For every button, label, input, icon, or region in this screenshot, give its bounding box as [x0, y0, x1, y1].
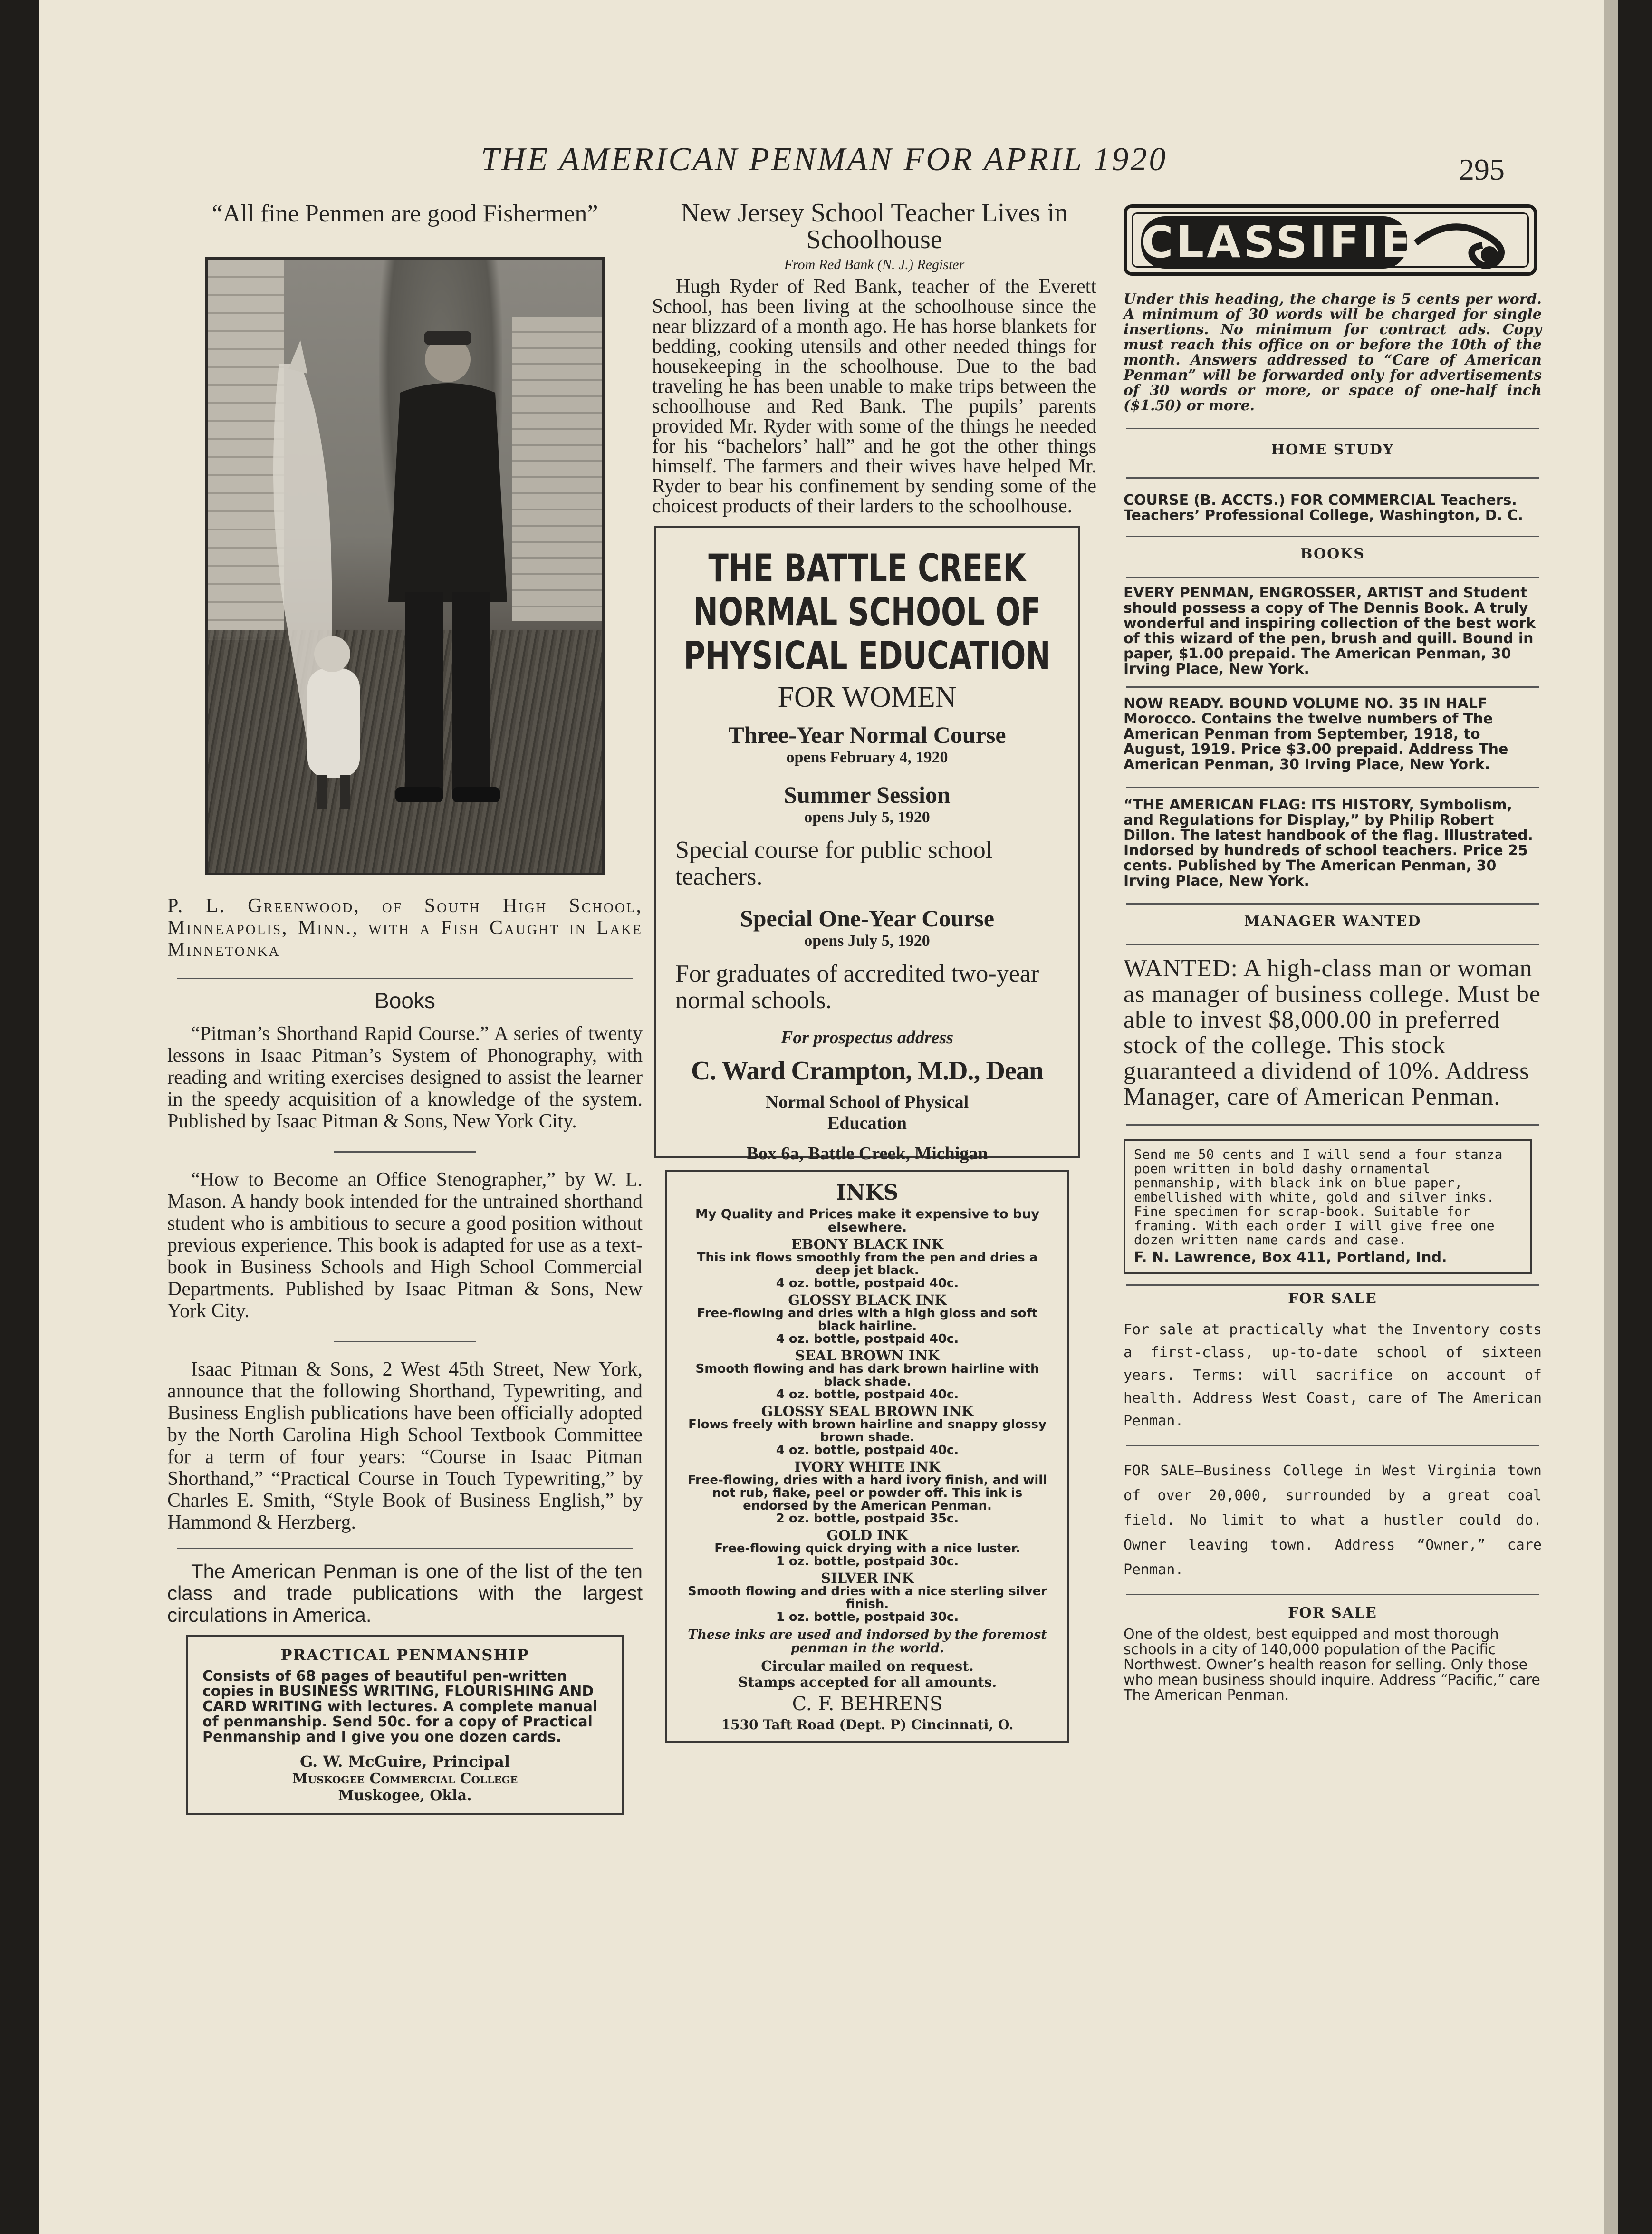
- news-body: Hugh Ryder of Red Bank, teacher of the Everett School, has been living at the schoolhouse since the near blizzard of a month ago. He has horse blankets for bedding, cooking utensils and other needed things for housekeeping in the schoolhouse. Due to the bad traveling he has been unable to make trips between the schoolhouse and Red Bank. The pupils’ parents provided Mr. Ryder with some of the things he needed for his “bachelors’ hall” and he got the other things himself. The farmers and their wives have helped Mr. Ryder to bear his confinement by sending some of the choicest products of their larders to the schoolhouse.: [652, 276, 1096, 517]
- ink-item: [679, 1460, 1056, 1525]
- for-sale-ad-1: For sale at practically what the Inventory costs a first-class, up-to-date school of sixteen years. Terms: will sacrifice on account of health. Address West Coast, care of The American Penman.: [1124, 1321, 1542, 1429]
- ink-item: [679, 1237, 1056, 1290]
- photo-title: “All fine Penmen are good Fishermen”: [211, 200, 598, 227]
- divider: [1126, 1124, 1539, 1126]
- divider: [177, 978, 633, 979]
- poem-ad-signature: F. N. Lawrence, Box 411, Portland, Ind.: [1134, 1249, 1447, 1266]
- battle-for-women: FOR WOMEN: [778, 681, 957, 713]
- classified-logo-text: CLASSIFIED: [1141, 217, 1453, 268]
- battle-graduates-text: For graduates of accredited two-year normal schools.: [675, 960, 1039, 1014]
- home-study-ad: COURSE (B. ACCTS.) FOR COMMERCIAL Teachers. Teachers’ Professional College, Washington, D. C.: [1124, 492, 1523, 524]
- ink-price: 2 oz. bottle, postpaid 35c.: [776, 1512, 959, 1526]
- divider: [1126, 1594, 1539, 1595]
- books-paragraph-3: Isaac Pitman & Sons, 2 West 45th Street, New York, announce that the following Shorthand, Typewriting, and Business English publications have been officially adopted by the North Carolina High School Textbook Committee for a term of four years: “Course in Isaac Pitman Shorthand,” “Practical Course in Touch Typewriting,” by Charles E. Smith, “Style Book of Business English,” by Hammond & Herzberg.: [167, 1358, 643, 1533]
- books-heading: Books: [375, 988, 435, 1013]
- photo-figures: [208, 260, 605, 875]
- for-sale-heading-1: FOR SALE: [1288, 1290, 1377, 1307]
- battle-course-3: Special One-Year Course: [740, 905, 995, 932]
- inks-address: 1530 Taft Road (Dept. P) Cincinnati, O.: [721, 1717, 1014, 1733]
- battle-course-1: Three-Year Normal Course: [728, 722, 1006, 748]
- ink-description: Flows freely with brown hairline and snappy glossy brown shade.: [688, 1417, 1047, 1444]
- home-study-heading: HOME STUDY: [1271, 442, 1394, 458]
- divider: [1126, 787, 1539, 788]
- ink-price: 4 oz. bottle, postpaid 40c.: [776, 1276, 959, 1290]
- inks-intro: My Quality and Prices make it expensive to buy elsewhere.: [695, 1207, 1040, 1235]
- inks-ad: [665, 1170, 1069, 1743]
- page-number: 295: [1459, 153, 1505, 186]
- news-title: New Jersey School Teacher Lives in Schoolhouse: [681, 198, 1068, 254]
- inks-stamps: Stamps accepted for all amounts.: [738, 1674, 997, 1690]
- ink-description: Free-flowing quick drying with a nice luster.: [714, 1541, 1020, 1556]
- divider: [334, 1341, 476, 1342]
- poem-ad: [1124, 1139, 1532, 1274]
- ink-price: 1 oz. bottle, postpaid 30c.: [776, 1554, 959, 1569]
- books-heading: BOOKS: [1300, 546, 1365, 562]
- practical-name: G. W. McGuire, Principal: [299, 1753, 510, 1771]
- ink-price: 4 oz. bottle, postpaid 40c.: [776, 1387, 959, 1402]
- battle-course-1-opens: opens February 4, 1920: [786, 749, 948, 766]
- ink-name: SEAL BROWN INK: [795, 1348, 940, 1364]
- ink-item: [679, 1293, 1056, 1346]
- ink-name: GOLD INK: [826, 1527, 908, 1543]
- photo: [205, 257, 605, 875]
- practical-city: Muskogee, Okla.: [338, 1787, 472, 1804]
- books-paragraph-2: “How to Become an Office Stenographer,” by W. L. Mason. A handy book intended for the untrained shorthand student who is ambitious to secure a good position without previous experience. This book is adapted for use as a text-book in Business Schools and High School Commercial Departments. Published by Isaac Pitman & Sons, New York City.: [167, 1169, 643, 1322]
- inks-seller: C. F. BEHRENS: [792, 1693, 943, 1715]
- divider: [1126, 577, 1539, 578]
- ink-name: EBONY BLACK INK: [791, 1236, 944, 1252]
- books-ad-2: NOW READY. BOUND VOLUME NO. 35 IN HALF Morocco. Contains the twelve numbers of The American Penman from September, 1918, to August, 1919. Price $3.00 prepaid. Address The American Penman, 30 Irving Place, New York.: [1124, 695, 1508, 773]
- divider: [1126, 477, 1539, 479]
- ink-name: IVORY WHITE INK: [794, 1459, 941, 1475]
- divider: [1126, 1445, 1539, 1446]
- battle-title-line-2: NORMAL SCHOOL OF: [693, 590, 1041, 634]
- battle-course-2-opens: opens July 5, 1920: [804, 809, 930, 826]
- ink-description: Free-flowing and dries with a high gloss and soft black hairline.: [697, 1306, 1038, 1333]
- ink-description: Smooth flowing and has dark brown hairline with black shade.: [695, 1362, 1039, 1389]
- inks-circular: Circular mailed on request.: [761, 1658, 974, 1674]
- ink-description: This ink flows smoothly from the pen and dries a deep jet black.: [697, 1251, 1038, 1278]
- ink-price: 4 oz. bottle, postpaid 40c.: [776, 1332, 959, 1346]
- ink-name: GLOSSY BLACK INK: [788, 1292, 947, 1308]
- practical-body: Consists of 68 pages of beautiful pen-written copies in BUSINESS WRITING, FLOURISHING AND CARD WRITING with lectures. A complete manual of penmanship. Send 50c. for a copy of Practical Penmanship and I give you one dozen cards.: [202, 1668, 598, 1745]
- divider: [1126, 686, 1539, 688]
- classified-intro: Under this heading, the charge is 5 cents per word. A minimum of 30 words will be charged for single insertions. No minimum for contract ads. Copy must reach this office on or before the 10th of the month. Answers addressed to “Care of American Penman” will be forwarded only for advertisements of 30 words or more, or space of one-half inch ($1.50) or more.: [1124, 291, 1542, 414]
- running-header: THE AMERICAN PENMAN FOR APRIL 1920: [481, 141, 1168, 178]
- battle-course-3-opens: opens July 5, 1920: [804, 932, 930, 950]
- books-ad-1: EVERY PENMAN, ENGROSSER, ARTIST and Student should possess a copy of The Dennis Book. A truly wonderful and inspiring collection of the best work of this wizard of the pen, brush and quill. Bound in paper, $1.00 prepaid. The American Penman, 30 Irving Place, New York.: [1124, 585, 1536, 677]
- manager-wanted-ad: WANTED: A high-class man or woman as manager of business college. Must be able to invest $8,000.00 in preferred stock of the college. This stock guaranteed a dividend of 10%. Address Manager, care of American Penman.: [1124, 955, 1541, 1110]
- battle-title-line-3: PHYSICAL EDUCATION: [683, 634, 1051, 678]
- divider: [1126, 428, 1539, 429]
- manager-wanted-heading: MANAGER WANTED: [1244, 913, 1421, 930]
- divider: [1126, 944, 1539, 945]
- divider: [177, 1548, 633, 1549]
- for-sale-heading-2: FOR SALE: [1288, 1605, 1377, 1621]
- practical-title: PRACTICAL PENMANSHIP: [280, 1646, 529, 1664]
- news-source: From Red Bank (N. J.) Register: [784, 257, 965, 272]
- ink-list: [679, 1237, 1056, 1624]
- ink-item: [679, 1404, 1056, 1457]
- battle-course-2: Summer Session: [784, 781, 951, 808]
- ink-item: [679, 1571, 1056, 1624]
- books-ad-3: “THE AMERICAN FLAG: ITS HISTORY, Symbolism, and Regulations for Display,” by Philip Robert Dillon. The latest handbook of the flag. Illustrated. Indorsed by hundreds of school teachers. Price 25 cents. Published by The American Penman, 30 Irving Place, New York.: [1124, 797, 1533, 889]
- battle-box-address: Box 6a, Battle Creek, Michigan: [746, 1144, 988, 1164]
- battle-creek-ad: [654, 526, 1080, 1164]
- battle-prospectus: For prospectus address: [780, 1028, 954, 1048]
- scroll-flourish-icon: [1411, 214, 1525, 271]
- inks-endorse: These inks are used and indorsed by the foremost penman in the world.: [688, 1627, 1047, 1656]
- practical-penmanship-ad: [186, 1635, 624, 1815]
- photo-caption: P. L. Greenwood, of South High School, Minneapolis, Minn., with a Fish Caught in Lake Minnetonka: [167, 895, 643, 961]
- ink-price: 1 oz. bottle, postpaid 30c.: [776, 1610, 959, 1624]
- battle-special-text: Special course for public school teachers.: [675, 837, 993, 890]
- battle-school-line-2: Education: [827, 1113, 907, 1133]
- classified-logo: [1124, 204, 1537, 276]
- page-edge: [1604, 0, 1618, 2234]
- divider: [1126, 536, 1539, 537]
- ink-item: [679, 1528, 1056, 1568]
- for-sale-ad-3: One of the oldest, best equipped and most thorough schools in a city of 140,000 population of the Pacific Northwest. Owner’s health reason for selling. Only those who mean business should inquire. Address “Pacific,” care The American Penman.: [1124, 1626, 1540, 1704]
- penman-circulation-note: The American Penman is one of the list of the ten class and trade publications with the largest circulations in America.: [167, 1560, 643, 1626]
- inks-title: INKS: [836, 1181, 899, 1205]
- ink-description: Free-flowing, dries with a hard ivory finish, and will not rub, flake, peel or powder off. This ink is endorsed by the American Penman.: [687, 1473, 1047, 1513]
- column-1: [167, 200, 643, 1815]
- column-2: [652, 200, 1096, 1743]
- divider: [1126, 1284, 1539, 1286]
- practical-college: Muskogee Commercial College: [292, 1771, 518, 1787]
- battle-school-line-1: Normal School of Physical: [765, 1092, 969, 1112]
- ink-price: 4 oz. bottle, postpaid 40c.: [776, 1443, 959, 1457]
- books-paragraph-1: “Pitman’s Shorthand Rapid Course.” A series of twenty lessons in Isaac Pitman’s System of Phonography, with reading and writing exercises designed to assist the learner in the speedy acquisition of a knowledge of the system. Published by Isaac Pitman & Sons, New York City.: [167, 1023, 643, 1132]
- battle-title-line-1: THE BATTLE CREEK: [708, 546, 1026, 590]
- poem-ad-text: Send me 50 cents and I will send a four stanza poem written in bold dashy ornamental penmanship, with black ink on blue paper, embellished with white, gold and silver inks. Fine specimen for scrap-book. Suitable for framing. With each order I will give free one dozen written name cards and case.: [1134, 1146, 1503, 1248]
- for-sale-ad-2: FOR SALE—Business College in West Virginia town of over 20,000, surrounded by a great coal field. No limit to what a hustler could do. Owner leaving town. Address “Owner,” care Penman.: [1124, 1463, 1542, 1578]
- ink-name: GLOSSY SEAL BROWN INK: [761, 1403, 974, 1419]
- battle-dean: C. Ward Crampton, M.D., Dean: [691, 1056, 1043, 1086]
- ink-description: Smooth flowing and dries with a nice sterling silver finish.: [687, 1584, 1047, 1611]
- ink-item: [679, 1348, 1056, 1401]
- ink-name: SILVER INK: [821, 1570, 914, 1586]
- divider: [334, 1151, 476, 1153]
- magazine-page: [39, 0, 1618, 2234]
- column-3: [1124, 204, 1542, 1703]
- divider: [1126, 903, 1539, 905]
